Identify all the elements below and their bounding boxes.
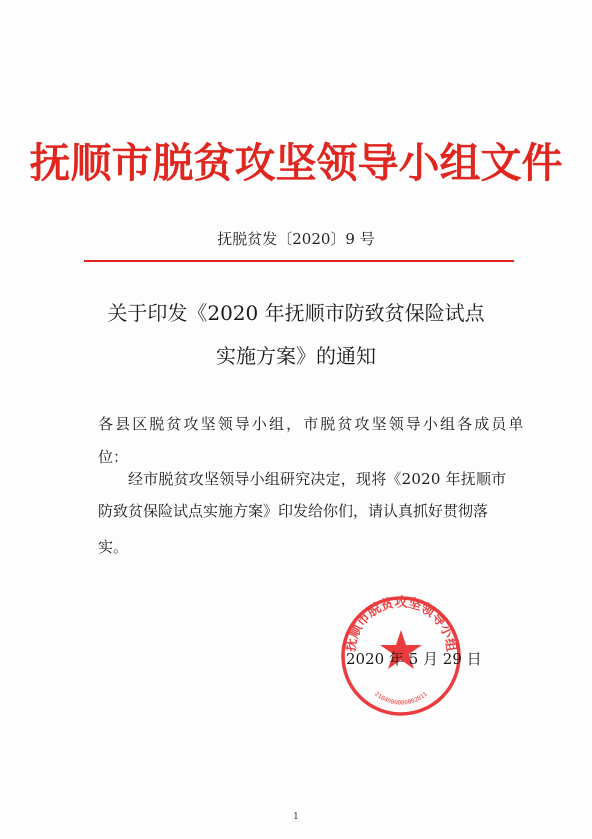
document-header-title: 抚顺市脱贫攻坚领导小组文件 xyxy=(29,139,563,187)
body-paragraph-line-3: 实。 xyxy=(98,538,129,556)
body-paragraph-line-1: 经市脱贫攻坚领导小组研究决定，现将《2020 年抚顺市 xyxy=(128,470,507,488)
body-paragraph-line-2: 防致贫保险试点实施方案》印发给你们，请认真抓好贯彻落 xyxy=(98,502,489,520)
addressee-line-2: 位： xyxy=(98,448,129,466)
notice-title-line-1: 关于印发《2020 年抚顺市防致贫保险试点 xyxy=(107,301,485,325)
notice-title-line-2: 实施方案》的通知 xyxy=(216,344,376,368)
seal-code: 2104000000002811 xyxy=(373,690,429,707)
seal-ring-text: 抚顺市脱贫攻坚领导小组 xyxy=(343,595,459,653)
document-date: 2020 年 5 月 29 日 xyxy=(346,650,482,668)
document-number: 抚脱贫发〔2020〕9 号 xyxy=(217,230,375,248)
page-number: 1 xyxy=(293,812,299,822)
red-separator-line xyxy=(84,260,514,262)
svg-text:2104000000002811 xyxy=(373,690,429,706)
addressee-line-1: 各县区脱贫攻坚领导小组，市脱贫攻坚领导小组各成员单 xyxy=(98,415,526,433)
